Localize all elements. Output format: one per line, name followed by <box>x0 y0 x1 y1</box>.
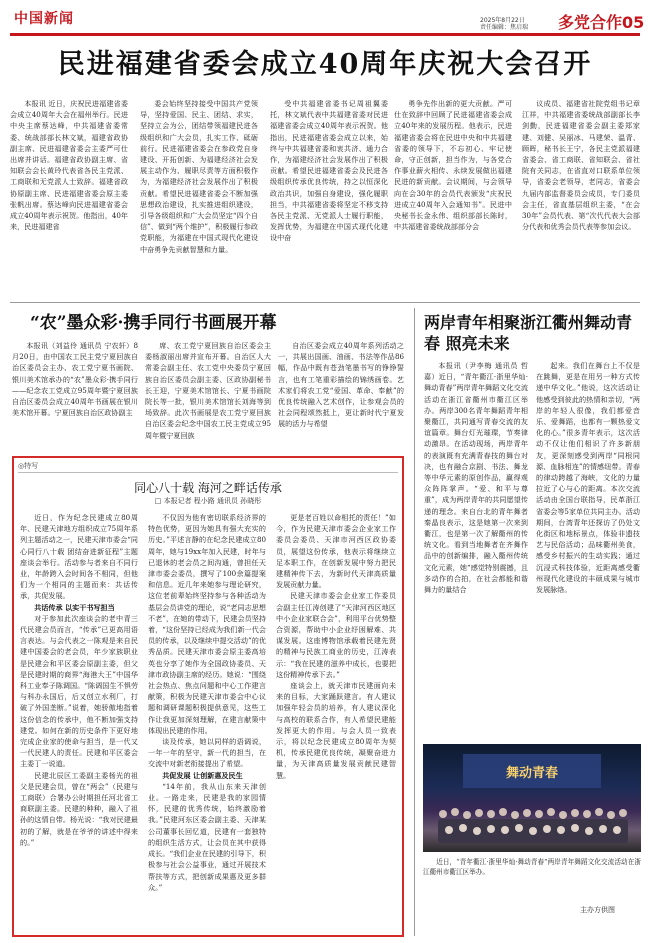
story1-column-1: 本报讯 近日，庆祝民进福建省委会成立40周年大会在福州举行。民进中央主席蔡达峰，中共福建省委常委、统战部部长林文斌，福建省政协副主席、民进福建省委会主委严可仕出席并讲话。福建省政协副主席、省知联会会长黄玲代表省各民主党派、工商联和无党派人士致辞。福建省政协原副主席、民进福建省委会原主委张帆出席。蔡达峰向民进福建省委会成立40周年表示祝贺。他指出，40年来，民进福建省 <box>10 99 128 232</box>
lead-headline: 民进福建省委会成立40周年庆祝大会召开 <box>57 49 593 80</box>
section-divider <box>10 302 640 303</box>
newspaper-logo: 中国新闻 <box>14 11 74 27</box>
story1-column-5: 议成员、福建省社院党组书记章江祥，中共福建省委统战部副部长李剑勤，民进福建省委会副主委郑家建、刘健、吴丽冰、马建荣、温青、顾晖，秘书长王宁，各民主党派福建省委会、省工商联、省知联会、省社院有关同志，在省直对口联系单位领导，省委会老领导，老同志，省委会九届内部监督委员会成员，专门委员会主任，省直基层组织主委，“在会30年”会员代表、第“次代代表大会部分代表和优秀会员代表等参加会议。 <box>522 99 640 232</box>
column-divider <box>414 308 415 936</box>
feature-column-3: 更是老百姓以命相托的责任！”如今，作为民建天津市委会企业家工作委员会委员、天津市河西区政协委员，展望这份传承，他表示将继续立足本职工作，在创新发展中努力把民建精神传下去，为新时代天津高质量发展贡献力量。 民建天津市委会企业家工作委员会副主任江涛创建了“天津河西区地区中小企业家联合会”，利用平台优势整合资源，帮助中小企业纾困解难、共谋发展。这座博物馆承载着民建先贤的精神与民族工商业的历史，江涛表示：“我在民建的滋养中成长，也要把这份精神传承下去。” 座谈会上，就天津市民建面向未来的目标，大家踊跃建言。有人建议加强年轻会员的培养，有人建议深化与高校的联系合作，有人希望民建能发挥更大的作用。与会人员一致表示，将以纪念民建成立80周年为契机，传承民建优良传统，凝聚奋进力量，为天津高质量发展贡献民建智慧。 <box>276 513 396 780</box>
feature-byline: □ 本报记者 程小路 通讯员 孙晓彤 <box>154 497 262 505</box>
feature-tag: ◎特写 <box>18 462 39 470</box>
issue-date <box>480 17 528 31</box>
editor-text: 责任编辑：焦启瑞 <box>480 24 529 31</box>
dance-event-photo <box>423 744 641 852</box>
stage-banner-text: 舞动青春 <box>505 766 559 781</box>
story2-column-3: 自治区委会成立40周年系列活动之一，共展出国画、油画、书法等作品86幅，作品中既有苍劲笔墨书写的铮铮誓言，也有工笔重彩描绘的锦绣画卷。艺术家们将农工党“爱国、革命、奉献”的优良传统融入艺术创作，让参观会员的社会同程颂然抵上，更让新时代宁夏发展的活力与希望 <box>278 341 404 429</box>
story1-column-3: 受中共福建省委书记周祖翼委托，林文斌代表中共福建省委对民进福建省委会成立40周年表示祝贺。他指出，民进福建省委会成立以来，始终与中共福建省委和衷共济、通力合作，为福建经济社会发展作出了积极贡献。希望民进福建省委会及民进各级组织传承优良传统，持之以恒深化政治共识，加强自身建设，强化履职担当，中共福建省委将坚定不移支持各民主党派、无党派人士履行职能，发挥优势，为福建在中国式现代化建设中奋 <box>270 99 388 243</box>
story1-column-2: 委会始终坚持接受中国共产党领导，坚持爱国、民主、团结、求实，坚持立会为公，团结带领福建民进各级组织和广大会员，扎实工作、砥砺前行。民进福建省委会在参政党自身建设、开拓创新、为福建经济社会发展主动作为、履职尽责等方面积极作为，为福建经济社会发展作出了积极贡献。希望民进福建省委会不断加强思想政治建设，扎实推进组织建设，引导各级组织和广大会员坚定“四个自信”、做到“两个维护”，积极履行参政党职能，为福建在中国式现代化建设中奋勇争先贡献智慧和力量。 <box>140 99 258 254</box>
date-text: 2025年8月22日 <box>480 17 525 24</box>
feature-column-2: 不仅因为他有密切联系经济界的特色优势，更因为她具有强大充实的历史。”平述言静的在纪念民建成立80周年，她与19xx年加入民建，时年与已退休的老会员之间沟通，曾担任天津市委会委员，撰写了100余篇提案和信息。近几年来她参与理论研究，这位老前辈始终坚持参与各种活动为基层会员讲党的理论，说“老同志思想不老”，在她的带动下，民建会员坚持着，“这份坚持已经成为我们新一代会员的传承，以及继续中提交活动”的优秀品质。民建天津市委会原主委高培英也分享了她作为全国政协委员、天津市政协副主席的经历。她说：“围绕社会热点、焦点问题和中心工作建言献策，积极为民建天津市委会中心议题和调研课题积极提供意见，这些工作让我更加深刻理解，在建言献策中体现出民建的作用。 谈及传承，她以同样的语调说，一年一年的坚守，新一代的担当，在交流中对新老衔接提出了希望。 共促发展 让创新惠及民生 “14年前，我从山东来天津创业。一路走来，民建是我的家园情怀，民建的优秀传统，始终激励着我。”民建河东区委会副主委、天津某公司董事长回忆道，民建有一套独特的组织生活方式，让会员在其中获得成长。“我们企业在民建的引导下，积极参与社会公益事业，通过开展技术帮扶等方式，把创新成果惠及更多群众。” <box>148 513 266 892</box>
masthead-rule <box>10 33 640 36</box>
story3-column-1: 本报讯（尹李梅 通讯员 哲嘉）近日，“青年衢江·浙里华灿·舞动青春”两岸青年舞蹈文化交流活动在浙江省衢州市衢江区举办。两岸300名青年舞蹈青年相聚衢江，共同通写青春交流的友谊篇章。舞台灯光璀璨，节奏律动激昂。在活动现场，两岸青年的表演既有充满青春技的舞台对决，也有融合京剧、书法、舞龙等中华元素的原创作品，赢得观众阵阵掌声。“爱、和平与尊重”，成为两岸青年的共同愿望传递的理念。来自台北的青年舞者秦晶良表示，这是她第一次来到衢江，也是第一次了解衢州的传统文化。看到当地舞者在齐舞作品中的创新编排，融入衢州传统文化元素，她“感觉特别震撼，且多动作的合拍，在社会都能和谐舞力的量结合 <box>424 361 528 595</box>
story2-column-2: 席、农工党宁夏回族自治区委会主委杨淑丽出席并宣布开幕。自治区人大常委会副主任、农工党中央委员宁夏回族自治区委员会副主委、区政协副秘书长王迎，宁夏美术馆馆长、宁夏书画院院长等一批，银川美术馆馆长刘海等到场致辞。此次书画展是农工党宁夏回族自治区委会纪念中国农工民主党成立95周年暨宁夏回族 <box>145 341 271 440</box>
feature-subhead-2: 共促发展 让创新惠及民生 <box>162 770 243 780</box>
story2-headline: “农”墨众彩·携手同行书画展开幕 <box>30 313 277 333</box>
feature-title: 同心八十载 海河之畔话传承 <box>134 481 282 495</box>
feature-column-1: 近日，作为纪念民建成立80周年、民建天津地方组织成立75周年系列主题活动之一，民建天津市委会“同心同行八十载 团结奋进新征程”主题座谈会举行。活动参与者来自不同行业，年龄跨入会时间各不相同，但他们为一个相同的主题而来：共话传承，共促发展。 共话传承 以实干书写担当 对于参加此次座谈会的老中青三代民建会员而言，“传承”已更高用语言表达。与会代表之一陈观是来自民建中国委会的老会员，年少家族职业是民建会和平区委会原副主委，但父是民建时期的商界“海港大王”中国华科工业奉子陈调国。“陈调国生不惧劳与科办永国后，后又创立水利厂，打破了外国垄断。”说着，她骄傲地指着这份信念的传承中，他不断加强支持建党。如何在新的历史条件下更好地完成企业家的使命与担当，是一代又一代民建人的责任。民建和平区委会主委丁一说道。 民建北辰区工委副主委杨光的祖父是民建会员，曾在“两会”（民建与工商联）合署办公时期担任河北省工商联副主委。民建的种种，融入了祖孙的这情自带。杨光说：“我对民建最初的了解，就是在爷爷的讲述中得来的。” <box>20 513 138 847</box>
photo-caption: 近日，“青年衢江·浙里华灿·舞动青春”两岸青年舞蹈文化交流活动在浙江衢州市衢江区举办。 <box>423 858 641 876</box>
story1-column-4: 勇争先作出新的更大贡献。严可仕在致辞中回顾了民进福建省委会成立40年来的发展历程。他表示，民进福建省委会将在民进中央和中共福建省委的领导下，不忘初心、牢记使命，守正创新，担当作为，与各党合作事业薪火相传、永续发展做出福建民进的新贡献。会议期间，与会领导向在会30年的会员代表颁发“庆祝民进成立40周年入会通知书”。民进中央秘书长金永伟、组织部部长陈时，中共福建省委统战部部分会 <box>394 99 512 232</box>
story3-column-2: 起来。我们在舞台上不仅是在跳舞，更是在用另一种方式传递中华文化。”他说，这次活动让他感受到彼此的热情和亲切，“两岸的年轻人很像，我们都爱音乐、爱舞蹈，也都有一颗热爱文化的心。”很多青年表示，这次活动不仅让他们相识了许多新朋友，更深刻感受到两岸“同根同源、血脉相连”的情感纽带。青春的律动跨越了海峡，文化的力量拉近了心与心的距离。本次交流活动由全国台联指导，民革浙江省委会等5家单位共同主办。活动期间，台湾青年还探访了仍处文化街区和地标景点，体验非遗技艺与民俗活动；品味衢州美食，感受乡村振兴的生动实践；通过沉浸式科技体验，近距离感受衢州现代化建设的丰硕成果与城市发展脉络。 <box>536 361 640 595</box>
story2-column-1: 本报讯（刘益伶 通讯员 宁农轩）8月20日，由中国农工民主党宁夏回族自治区委员会主办、农工党宁夏书画院、银川美术馆承办的“农”墨众彩·携手同行——纪念农工党成立95周年暨宁夏回族自治区委员会成立40周年书画展在银川美术馆开幕。宁夏回族自治区政协副主 <box>12 341 138 418</box>
story3-headline: 两岸青年相聚浙江衢州舞动青春 照亮未来 <box>424 313 633 353</box>
section-title: 多党合作05 <box>558 13 645 32</box>
photo-credit: 主办方供图 <box>580 906 615 914</box>
feature-subhead-1: 共话传承 以实干书写担当 <box>34 602 115 612</box>
feature-tag-rule <box>18 472 398 473</box>
photo-illustration <box>423 744 641 852</box>
